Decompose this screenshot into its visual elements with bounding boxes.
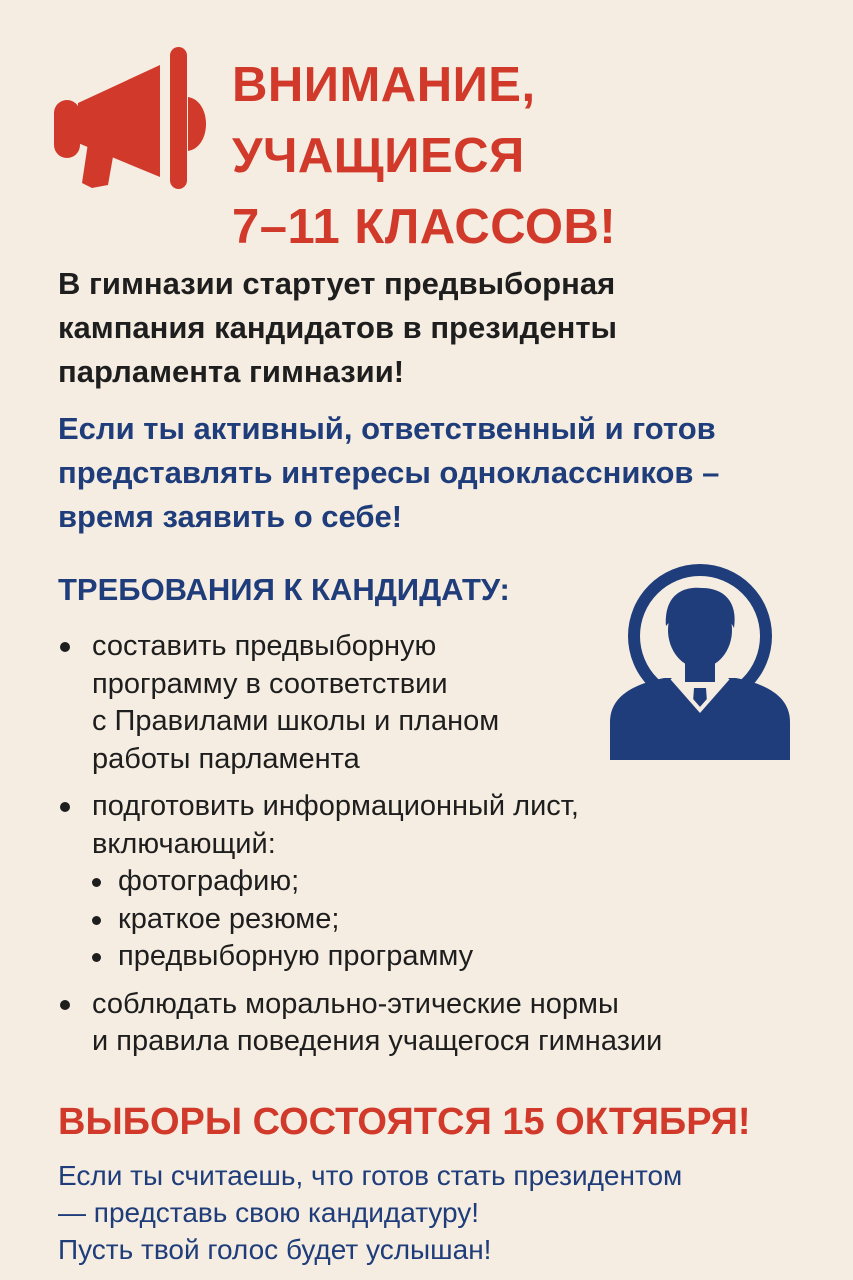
title-line: УЧАЩИЕСЯ [232, 129, 525, 183]
requirement-line: соблюдать морально-этические нормы [92, 987, 619, 1020]
bullet-icon [92, 916, 101, 925]
intro-paragraph [58, 262, 617, 394]
closing-line: Если ты считаешь, что готов стать президентом [58, 1160, 683, 1191]
bullet-icon [60, 802, 70, 812]
title-line: ВНИМАНИЕ, [232, 58, 536, 112]
call-line: представлять интересы одноклассников – [58, 455, 720, 490]
call-line: Если ты активный, ответственный и готов [58, 411, 716, 446]
requirement-line: программу в соответствии [92, 667, 448, 700]
requirement-line: составить предвыборную [92, 630, 437, 662]
requirements-list [58, 628, 662, 1061]
bullet-icon [92, 953, 101, 962]
info-sheet-contents [92, 863, 662, 976]
requirement-item [58, 986, 662, 1061]
election-date-banner: ВЫБОРЫ СОСТОЯТСЯ 15 ОКТЯБРЯ! [58, 1101, 751, 1143]
requirement-item [58, 788, 662, 976]
sub-requirement-text: предвыборную программу [118, 940, 474, 972]
requirement-line: с Правилами школы и планом [92, 705, 500, 737]
intro-line: кампания кандидатов в президенты [58, 310, 617, 345]
bullet-icon [60, 642, 70, 652]
intro-line: В гимназии стартует предвыборная [58, 266, 616, 301]
bullet-icon [92, 878, 101, 887]
call-to-action [58, 407, 719, 539]
requirements-heading: ТРЕБОВАНИЯ К КАНДИДАТУ: [58, 572, 510, 607]
sub-requirement-text: фотографию; [118, 865, 300, 897]
closing-line: Пусть твой голос будет услышан! [58, 1234, 492, 1265]
sub-requirement-item [92, 938, 662, 976]
requirement-line: включающий: [92, 827, 276, 860]
call-line: время заявить о себе! [58, 499, 403, 534]
requirement-line: подготовить информационный лист, [92, 790, 579, 822]
sub-requirement-item [92, 863, 662, 901]
requirement-line: и правила поведения учащегося гимназии [92, 1025, 663, 1057]
title-line: 7–11 КЛАССОВ! [232, 200, 617, 254]
closing-line: — представь свою кандидатуру! [58, 1197, 480, 1228]
announcement-title [232, 50, 616, 263]
sub-requirement-item [92, 901, 662, 939]
bullet-icon [60, 1000, 70, 1010]
requirement-line: работы парламента [92, 742, 360, 775]
closing-message [58, 1157, 682, 1268]
intro-line: парламента гимназии! [58, 354, 405, 389]
requirement-item [58, 628, 662, 778]
sub-requirement-text: краткое резюме; [118, 902, 340, 935]
megaphone-icon [52, 45, 212, 190]
